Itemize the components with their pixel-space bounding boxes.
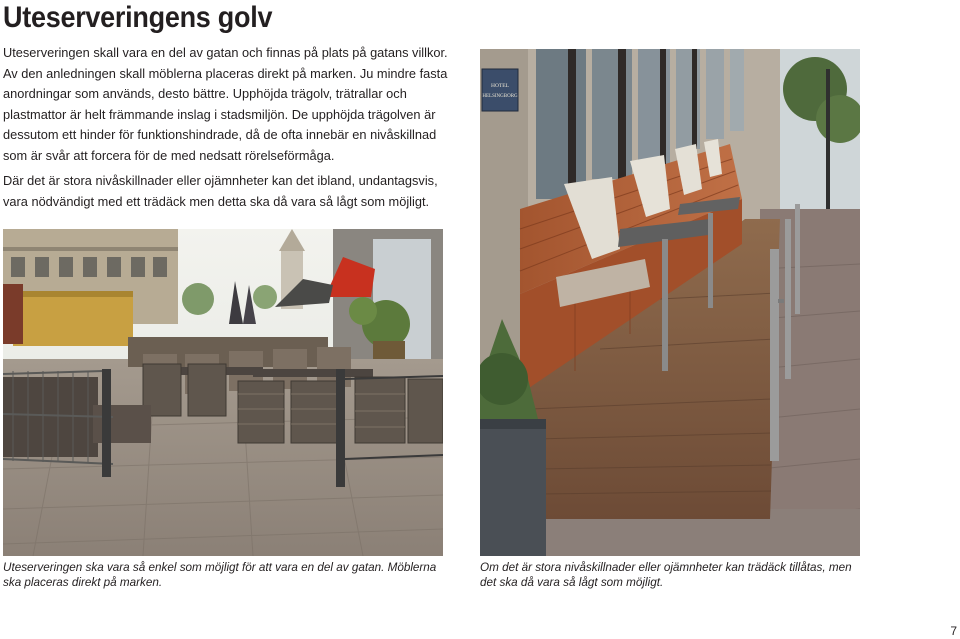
svg-text:HELSINGBORG: HELSINGBORG: [482, 94, 518, 99]
hotel-sign-text: HOTEL: [490, 83, 510, 89]
body-paragraph: Uteserveringen skall vara en del av gatan och finnas på plats på gatans villkor. Av den anledningen skall möblerna placeras direkt på marken. Ju mindre fasta anordningar som används, desto bättre. Upphöjda trägolv, trätrallar och plastmattor är helt främmande inslag i stadsmiljön. De upphöjda trägolven är dessutom ett hinder för funktionshindrade, då de ofta innebär en nivåskillnad som är svår att forcera för de med nedsatt rörelseförmåga.: [3, 45, 448, 163]
page-title: Uteserveringens golv: [3, 1, 273, 34]
page-number: 7: [950, 624, 957, 638]
photo-street-seating: [3, 229, 443, 556]
photo-wooden-deck: [480, 49, 860, 556]
figure-caption: Om det är stora nivåskillnader eller ojämnheter kan trädäck tillåtas, men det ska då vara så lågt som möjligt.: [480, 561, 852, 589]
body-paragraph: Där det är stora nivåskillnader eller ojämnheter kan det ibland, undantagsvis, vara nödvändigt med ett trädäck men detta ska då vara så lågt som möjligt.: [3, 173, 438, 209]
street-seating-illustration: [3, 229, 443, 556]
figure-caption: Uteserveringen ska vara så enkel som möjligt för att vara en del av gatan. Möblerna ska placeras direkt på marken.: [3, 561, 437, 589]
wooden-deck-illustration: [480, 49, 860, 556]
